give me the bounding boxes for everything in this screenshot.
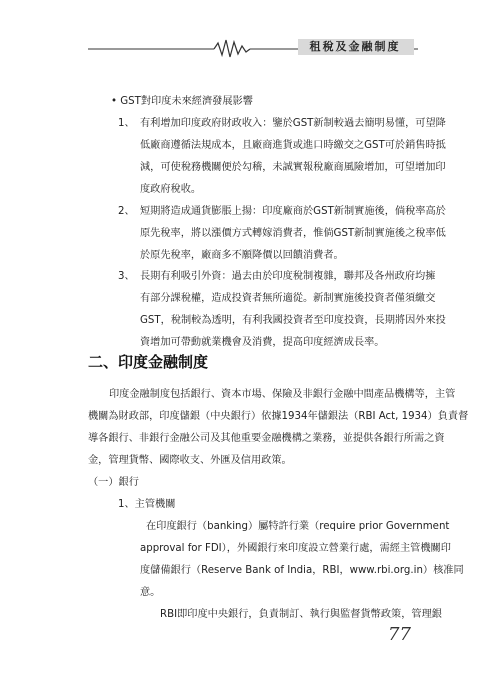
item-1 xyxy=(140,113,446,201)
bullet-heading: • GST對印度未來經濟發展影響 xyxy=(111,96,253,107)
paragraph-line: 在印度銀行（banking）屬特許行業（require prior Government xyxy=(146,521,450,532)
subsection-banks: （一）銀行 xyxy=(88,477,139,488)
page-header xyxy=(0,0,480,60)
section-heading: 二、印度金融制度 xyxy=(88,353,209,371)
paragraph-line: 印度金融制度包括銀行、資本市場、保險及非銀行金融中間產品機構等，主管 xyxy=(109,389,456,400)
item-2 xyxy=(140,201,446,267)
item-number: 3、 xyxy=(118,271,135,282)
item-line: 有部分課稅權，造成投資者無所適從。新制實施後投資者僅須繳交 xyxy=(140,293,436,304)
item-line: 於原先稅率，廠商多不願降價以回饋消費者。 xyxy=(140,250,344,261)
paragraph-line: 度儲備銀行（Reserve Bank of India，RBI，www.rbi.org.in）核准同 xyxy=(140,565,464,576)
paragraph-line: 金，管理貨幣、國際收支、外匯及信用政策。 xyxy=(88,455,292,466)
item-number: 2、 xyxy=(118,206,135,217)
item-3 xyxy=(140,266,446,354)
paragraph-line: 導各銀行、非銀行金融公司及其他重要金融機構之業務，並提供各銀行所需之資 xyxy=(88,433,445,444)
item-line: 長期有利吸引外資：過去由於印度稅制複雜，聯邦及各州政府均擁 xyxy=(140,271,436,282)
paragraph-line: 機關為財政部，印度儲銀（中央銀行）依據1934年儲銀法（RBI Act, 1934）負責督 xyxy=(88,411,469,422)
paragraph-line: 意。 xyxy=(140,587,161,598)
item-line: 短期將造成通貨膨脹上揚：印度廠商於GST新制實施後，倘稅率高於 xyxy=(140,206,446,217)
item-number: 1、 xyxy=(118,118,135,129)
rbi-paragraph-line: RBI即印度中央銀行，負責制訂、執行與監督貨幣政策，管理銀 xyxy=(160,609,442,620)
item-line: 度政府稅收。 xyxy=(140,184,202,195)
page-number: 77 xyxy=(388,624,411,645)
authority-paragraph xyxy=(140,516,464,604)
subsection-authority: 1、主管機關 xyxy=(118,499,176,510)
section-paragraph xyxy=(88,384,468,472)
item-line: 減，可使稅務機關便於勾稽，未誠實報稅廠商風險增加，可望增加印 xyxy=(140,162,446,173)
item-line: 低廠商遵循法規成本，且廠商進貨或進口時繳交之GST可於銷售時抵 xyxy=(140,140,446,151)
item-line: 原先稅率，將以漲價方式轉嫁消費者，惟倘GST新制實施後之稅率低 xyxy=(140,228,446,239)
item-line: 有利增加印度政府財政收入：鑒於GST新制較過去簡明易懂，可望降 xyxy=(140,118,446,129)
paragraph-line: approval for FDI），外國銀行來印度設立營業行處，需經主管機關印 xyxy=(140,543,451,554)
item-line: GST，稅制較為透明，有利我國投資者至印度投資，長期將因外來投 xyxy=(140,315,446,326)
header-title: 租稅及金融制度 xyxy=(309,40,401,53)
item-line: 資增加可帶動就業機會及消費，提高印度經濟成長率。 xyxy=(140,337,385,348)
